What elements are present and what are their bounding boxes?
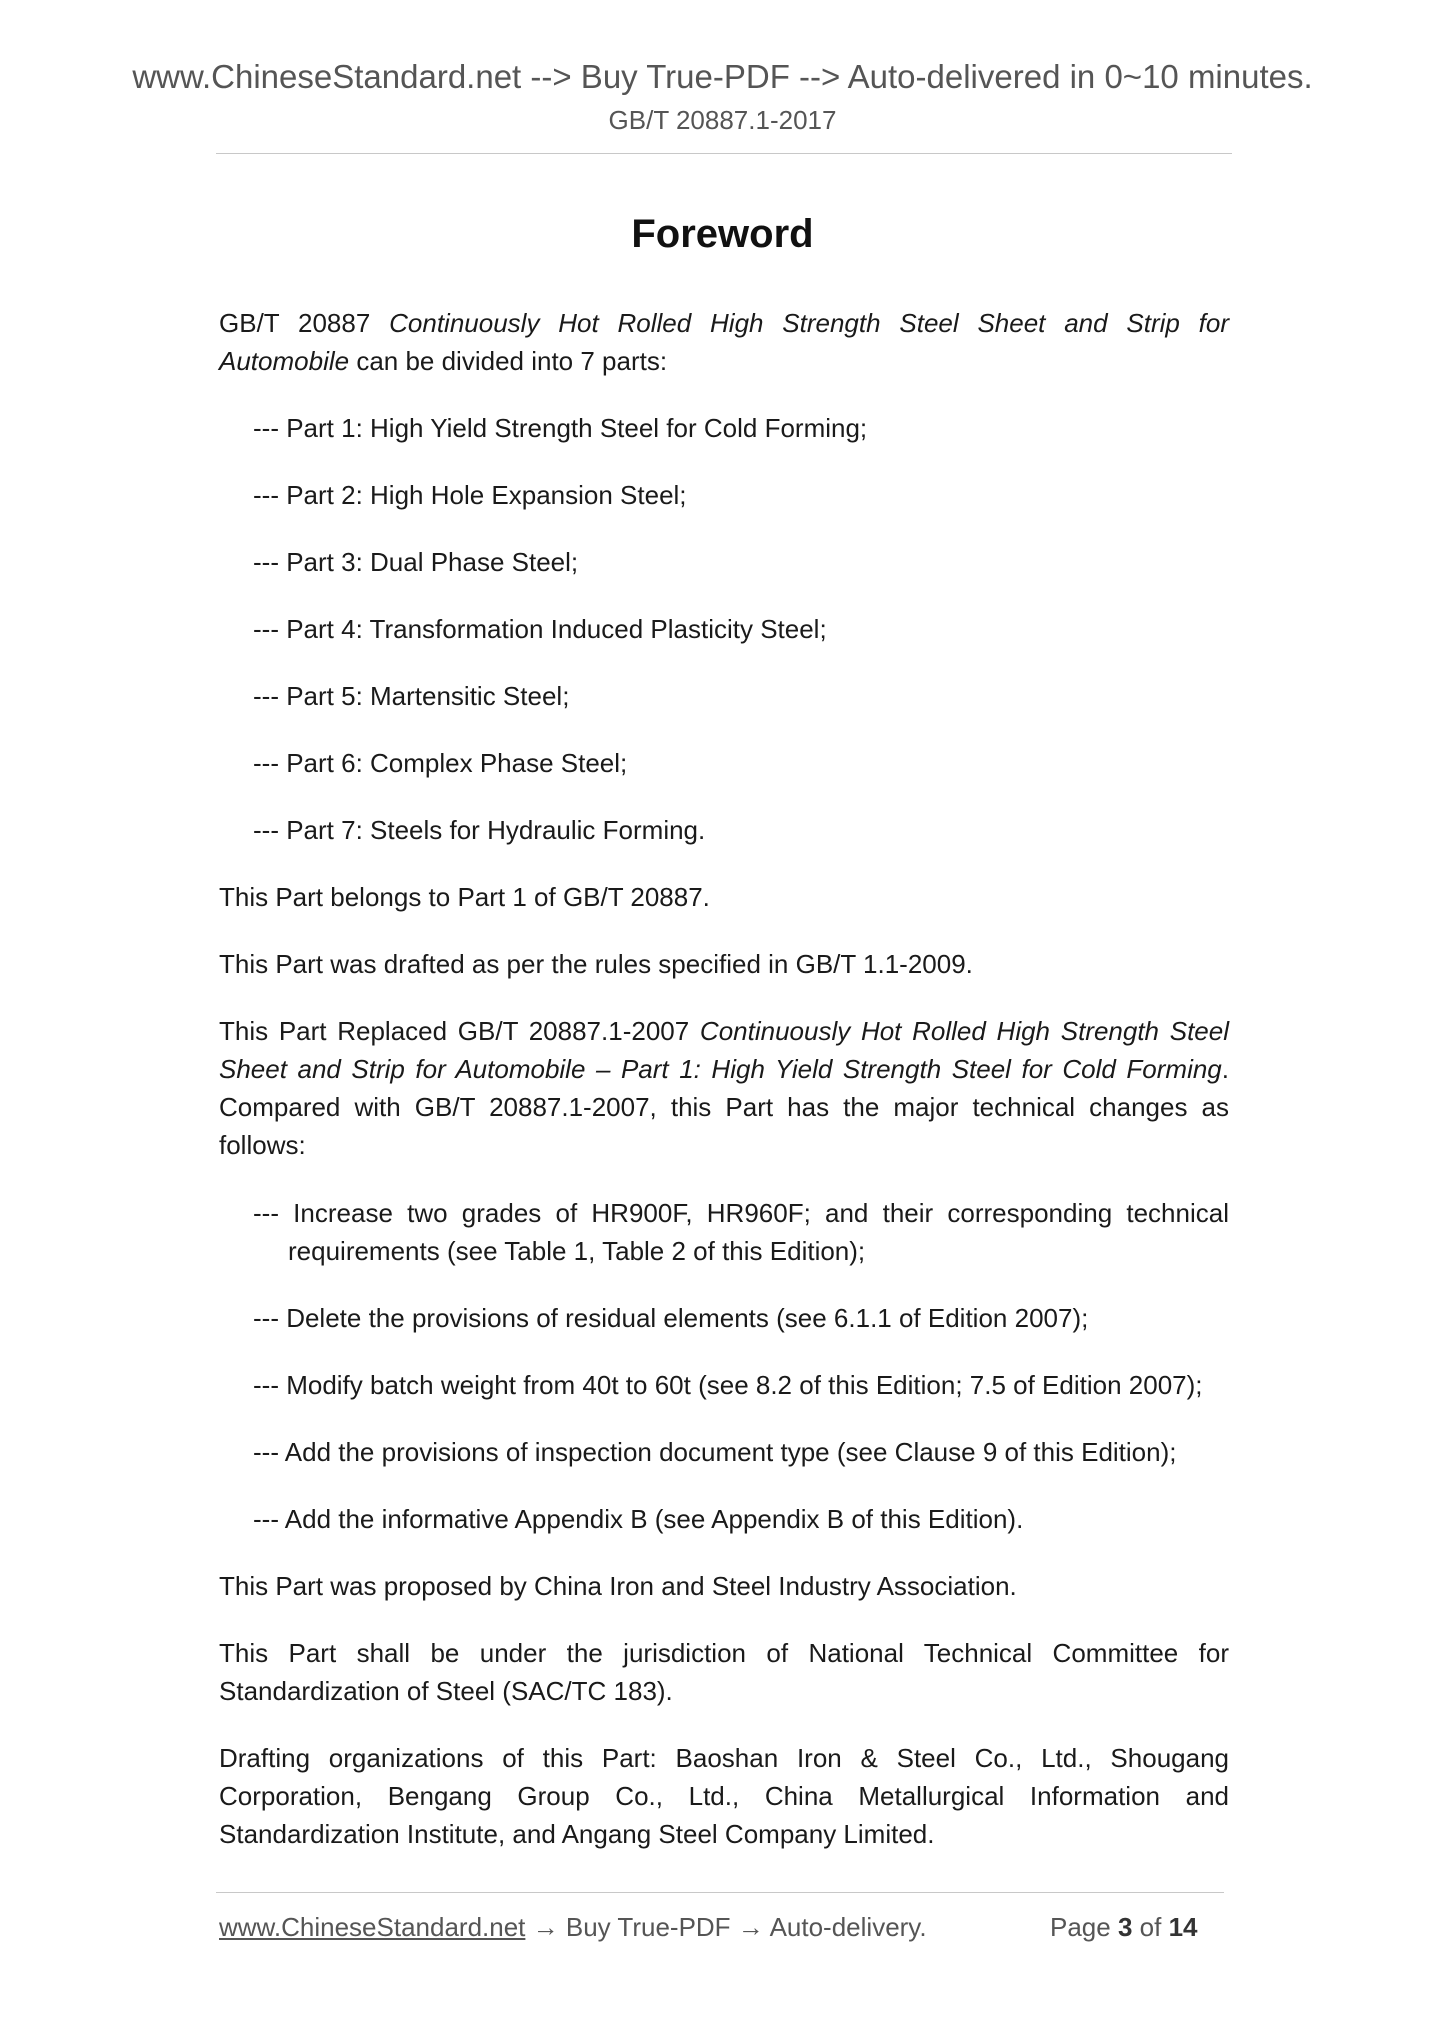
- change-item: --- Modify batch weight from 40t to 60t (see 8.2 of this Edition; 7.5 of Edition 2007);: [253, 1370, 1203, 1400]
- part-item: --- Part 7: Steels for Hydraulic Forming.: [253, 815, 706, 845]
- change-item: --- Add the informative Appendix B (see Appendix B of this Edition).: [253, 1504, 1024, 1534]
- intro-tail: can be divided into 7 parts:: [356, 346, 668, 376]
- header-divider: [216, 153, 1232, 154]
- belongs-statement: This Part belongs to Part 1 of GB/T 20887.: [219, 882, 710, 912]
- page-of: of: [1139, 1912, 1162, 1942]
- change-item: --- Increase two grades of HR900F, HR960F; and their corresponding technical requirements (see Table 1, Table 2 of this Edition);: [253, 1198, 1229, 1266]
- replaced-tail: . Compared with GB/T 20887.1-2007, this Part has the major technical changes as follows:: [219, 1054, 1229, 1160]
- proposed-statement: This Part was proposed by China Iron and Steel Industry Association.: [219, 1571, 1017, 1601]
- page-indicator: [1050, 1912, 1198, 1943]
- intro-code: GB/T 20887: [219, 308, 371, 338]
- page-current: 3: [1117, 1912, 1133, 1942]
- intro-title: Continuously Hot Rolled High Strength Steel Sheet and Strip for Automobile: [219, 308, 1229, 376]
- change-item: --- Add the provisions of inspection document type (see Clause 9 of this Edition);: [253, 1437, 1177, 1467]
- replaced-lead: This Part Replaced GB/T 20887.1-2007: [219, 1016, 690, 1046]
- part-item: --- Part 4: Transformation Induced Plasticity Steel;: [253, 614, 827, 644]
- replaced-paragraph: [219, 1012, 1229, 1164]
- intro-paragraph: [219, 304, 1229, 380]
- header-standard-code: GB/T 20887.1-2017: [608, 105, 837, 135]
- jurisdiction-statement: This Part shall be under the jurisdiction of National Technical Committee for Standardization of Steel (SAC/TC 183).: [219, 1638, 1229, 1706]
- page-title: Foreword: [631, 212, 814, 256]
- part-item: --- Part 5: Martensitic Steel;: [253, 681, 570, 711]
- footer-website-link[interactable]: www.ChineseStandard.net: [219, 1912, 526, 1942]
- replaced-title: Continuously Hot Rolled High Strength Steel Sheet and Strip for Automobile – Part 1: High Yield Strength Steel for Cold Forming: [219, 1016, 1229, 1084]
- footer-promo-tail: → Buy True-PDF → Auto-delivery.: [525, 1912, 927, 1942]
- page-label: Page: [1050, 1912, 1111, 1942]
- footer-divider: [216, 1892, 1224, 1893]
- part-item: --- Part 6: Complex Phase Steel;: [253, 748, 628, 778]
- drafting-organizations: Drafting organizations of this Part: Baoshan Iron & Steel Co., Ltd., Shougang Corporation, Bengang Group Co., Ltd., China Metallurgical Information and Standardization Institute, and Angang Steel Company Limited.: [219, 1743, 1229, 1849]
- footer-promo: [219, 1912, 927, 1943]
- drafted-statement: This Part was drafted as per the rules specified in GB/T 1.1-2009.: [219, 949, 973, 979]
- page-total: 14: [1168, 1912, 1198, 1942]
- header-banner: www.ChineseStandard.net --> Buy True-PDF --> Auto-delivered in 0~10 minutes.: [132, 58, 1313, 95]
- change-item: --- Delete the provisions of residual elements (see 6.1.1 of Edition 2007);: [253, 1303, 1089, 1333]
- part-item: --- Part 1: High Yield Strength Steel for Cold Forming;: [253, 413, 868, 443]
- part-item: --- Part 2: High Hole Expansion Steel;: [253, 480, 687, 510]
- part-item: --- Part 3: Dual Phase Steel;: [253, 547, 579, 577]
